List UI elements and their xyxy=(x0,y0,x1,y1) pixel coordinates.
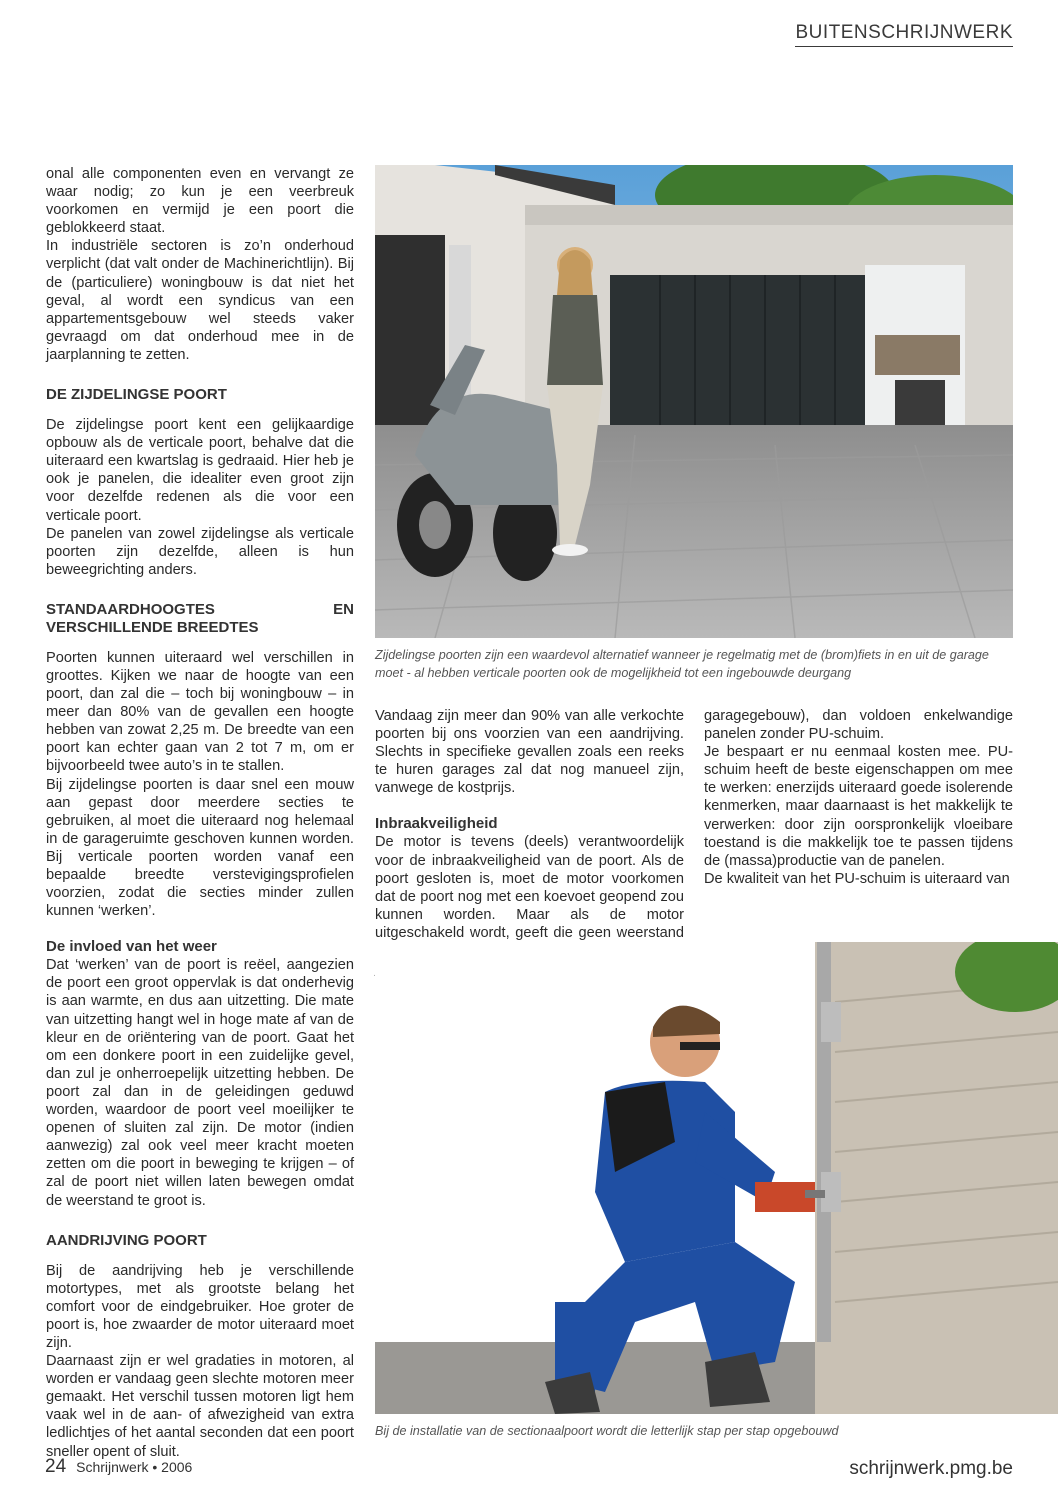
paragraph: De zijdelingse poort kent een gelijkaardige opbouw als de verticale poort, behalve dat die uiteraard een kwartslag is gedraaid. Hier heb je ook je panelen, die idealiter even groot zijn voor dezelfde redenen als die voor een verticale poort. xyxy=(46,417,354,524)
paragraph: Dat ‘werken’ van de poort is reëel, aangezien de poort een groot oppervlak is dat onderhevig is aan warmte, en dus aan uitzetting. Die mate van uitzetting hangt wel in hoge mate af van de kleur en de oriëntering van de poort. Gaat het om een donkere poort in een zuidelijke gevel, dan zul je onherroepelijk uitzetting hebben. De poort zal dan in de geleidingen geduwd worden, waardoor de poort veel moeilijker te openen of sluiten zal zijn. De motor (indien aanwezig) zal ook veel meer kracht moeten zetten om die poort in beweging te krijgen – of zal de poort niet willen laten bewegen omdat de weerstand te groot is. xyxy=(46,957,354,1209)
paragraph: De panelen van zowel zijdelingse als verticale poorten zijn dezelfde, alleen is hun beweegrichting anders. xyxy=(46,525,354,578)
photo-2-caption: Bij de installatie van de sectionaalpoort wordt die letterlijk stap per stap opgebouwd xyxy=(375,1424,839,1438)
heading-invloed-weer: De invloed van het weer xyxy=(46,938,217,956)
installer-photo xyxy=(375,942,1058,1414)
section-header: BUITENSCHRIJNWERK xyxy=(795,22,1013,47)
paragraph: Je bespaart er nu eenmaal kosten mee. PU-schuim heeft de beste eigenschappen om mee te werken: enerzijds uiteraard goede isolerende kenmerken, maar daarnaast is het makkelijk te verwerken: door zijn oorspronkelijk vloeibare toestand is die makkelijk toe te passen tijdens de (massa)productie van de panelen. xyxy=(704,744,1013,869)
heading-aandrijving-poort: AANDRIJVING POORT xyxy=(46,1231,207,1249)
paragraph: garagegebouw), dan voldoen enkelwandige panelen zonder PU-schuim. xyxy=(704,708,1013,743)
publication-name: Schrijnwerk • 2006 xyxy=(76,1459,193,1475)
column-1 xyxy=(46,165,354,1461)
paragraph: Poorten kunnen uiteraard wel verschillen in groottes. Kijken we naar de hoogte van een poort, dan zal die – toch bij woningbouw – in meer dan 80% van de gevallen een hoogte hebben van zowat 2,25 m. De breedte van een poort kan echter gaan van 2 tot 7 m, om er bijvoorbeeld twee auto’s in te stallen. xyxy=(46,649,354,775)
column-3 xyxy=(704,707,1013,888)
garage-scooter-illustration xyxy=(375,165,1013,638)
website-url[interactable]: schrijnwerk.pmg.be xyxy=(849,1458,1013,1479)
photo-1-caption: Zijdelingse poorten zijn een waardevol alternatief wanneer je regelmatig met de (brom)fiets in en uit de garage moet - al hebben verticale poorten ook de mogelijkheid tot een ingebouwde deurgang xyxy=(375,648,989,680)
heading-standaardhoogtes: STANDAARDHOOGTES EN VERSCHILLENDE BREEDTES xyxy=(46,600,354,636)
paragraph: onal alle componenten even en vervangt ze waar nodig; zo kun je een veerbreuk voorkomen en vermijd je een poort die geblokkeerd staat. xyxy=(46,166,354,237)
heading-inbraakveiligheid: Inbraakveiligheid xyxy=(375,815,498,833)
heading-zijdelingse-poort: DE ZIJDELINGSE POORT xyxy=(46,386,227,404)
footer-left xyxy=(45,1456,192,1478)
paragraph: Daarnaast zijn er wel gradaties in motoren, al worden er vandaag geen slechte motoren meer gemaakt. Het verschil tussen motoren ligt hem vaak wel in de aan- of afwezigheid van extra ledlichtjes of het aantal seconden dat een poort sneller opent of sluit. xyxy=(46,1353,354,1460)
page-number: 24 xyxy=(45,1456,67,1477)
paragraph: De kwaliteit van het PU-schuim is uiteraard van xyxy=(704,870,1010,887)
installer-illustration xyxy=(375,942,1058,1414)
paragraph: In industriële sectoren is zo’n onderhoud verplicht (dat valt onder de Machinerichtlijn). Bij de (particuliere) woningbouw is dat niet het geval, al wordt een syndicus van een appartementsgebouw wel steeds vaker gevraagd om dat onderhoud mee in de jaarplanning te zetten. xyxy=(46,238,354,363)
paragraph: Bij zijdelingse poorten is daar snel een mouw aan gepast door meerdere secties te gebruiken, al moet die uiteraard nog helemaal in de garageruimte geschoven kunnen worden. Bij verticale poorten worden vanaf een bepaalde breedte verstevigingsprofielen voorzien, zodat die secties minder zullen kunnen ‘werken’. xyxy=(46,776,354,920)
garage-scooter-photo xyxy=(375,165,1013,638)
paragraph: De motor is tevens (deels) verantwoordelijk voor de inbraakveiligheid van de poort. Als de poort gesloten is, moet de motor voorkomen dat de poort nog met een koevoet geopend zou kunnen worden. Maar als de motor uitgeschakeld wordt, geeft die geen weerstand xyxy=(375,834,684,941)
paragraph: Vandaag zijn meer dan 90% van alle verkochte poorten bij ons voorzien van een aandrijving. Slechts in specifieke gevallen zoals een reeks te huren garages zal dat nog manueel zijn, vanwege de kostprijs. xyxy=(375,708,684,797)
paragraph: Bij de aandrijving heb je verschillende motortypes, met als grootste belang het comfort voor de eindgebruiker. Hoe groter de poort is, hoe zwaarder de motor uiteraard moet zijn. xyxy=(46,1262,354,1351)
